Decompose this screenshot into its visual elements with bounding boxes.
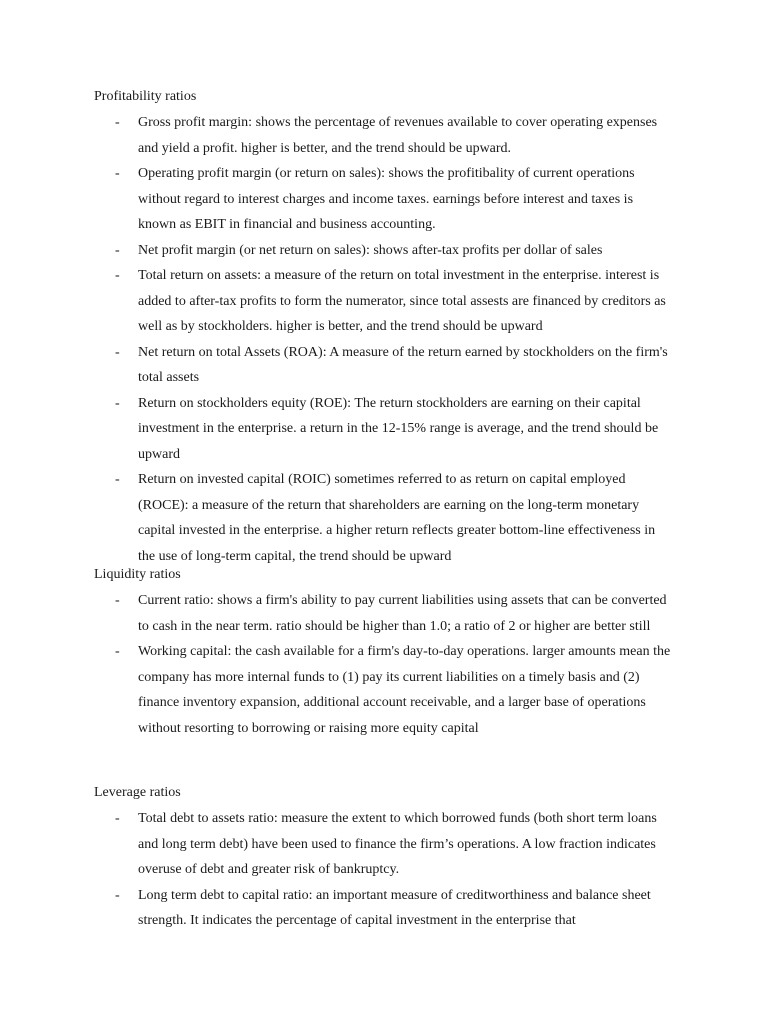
list-item-text: Gross profit margin: shows the percentage of revenues available to cover operating expenses and yield a profit. higher is better, and the trend should be upward. [138, 115, 658, 156]
list-item-text: Return on stockholders equity (ROE): The return stockholders are earning on their capital investment in the enterprise. a return in the 12-15% range is average, and the trend should be upward [138, 395, 659, 462]
bullet-dash: - [115, 344, 120, 360]
bullet-dash: - [115, 268, 120, 283]
section-profitability [94, 86, 674, 569]
list-item [94, 806, 674, 883]
list-item [94, 639, 674, 741]
list-item [94, 391, 674, 468]
list-item [94, 883, 674, 934]
bullet-dash: - [115, 593, 120, 608]
list-item-text: Net profit margin (or net return on sales): shows after-tax profits per dollar of sales [138, 242, 603, 258]
section-title-profitability: Profitability ratios [94, 89, 197, 104]
bullet-dash: - [115, 644, 120, 659]
list-item-text: Long term debt to capital ratio: an important measure of creditworthiness and balance sheet strength. It indicates the percentage of capital investment in the enterprise that [138, 887, 651, 928]
list-item-text: Total debt to assets ratio: measure the extent to which borrowed funds (both short term loans and long term debt) have been used to finance the firm’s operations. A low fraction indicates overuse of debt and greater risk of bankruptcy. [138, 811, 657, 877]
section-title-liquidity: Liquidity ratios [94, 567, 181, 582]
bullet-dash: - [115, 242, 120, 258]
section-title-leverage: Leverage ratios [94, 785, 181, 800]
bullet-dash: - [115, 166, 120, 181]
section-liquidity [94, 564, 674, 741]
bullet-dash: - [115, 887, 120, 903]
list-item [94, 467, 674, 569]
bullet-dash: - [115, 472, 120, 487]
list-item [94, 161, 674, 238]
list-item-text: Net return on total Assets (ROA): A measure of the return earned by stockholders on the firm's total assets [138, 344, 668, 385]
list-item-text: Current ratio: shows a firm's ability to pay current liabilities using assets that can be converted to cash in the near term. ratio should be higher than 1.0; a ratio of 2 or higher are better still [138, 593, 667, 634]
bullet-dash: - [115, 395, 120, 411]
bullet-list-profitability [94, 110, 674, 569]
list-item [94, 588, 674, 639]
list-item-text: Working capital: the cash available for a firm's day-to-day operations. larger amounts mean the company has more internal funds to (1) pay its current liabilities on a timely basis and (2) finance inventory expansion, additional account receivable, and a larger base of operations without resorting to borrowing or raising more equity capital [138, 644, 671, 736]
bullet-list-liquidity [94, 588, 674, 741]
section-leverage [94, 782, 674, 934]
list-item [94, 263, 674, 340]
list-item [94, 238, 674, 264]
list-item [94, 110, 674, 161]
list-item [94, 340, 674, 391]
list-item-text: Total return on assets: a measure of the return on total investment in the enterprise. interest is added to after-tax profits to form the numerator, since total assests are financed by creditors as well as by stockholders. higher is better, and the trend should be upward [138, 268, 666, 334]
list-item-text: Return on invested capital (ROIC) sometimes referred to as return on capital employed (ROCE): a measure of the return that shareholders are earning on the long-term monetary capital invested in the enterprise. a higher return reflects greater bottom-line effectiveness in the use of long-term capital, the trend should be upward [138, 472, 656, 564]
bullet-dash: - [115, 115, 120, 130]
bullet-list-leverage [94, 806, 674, 934]
list-item-text: Operating profit margin (or return on sales): shows the profitibality of current operations without regard to interest charges and income taxes. earnings before interest and taxes is known as EBIT in financial and business accounting. [138, 166, 635, 232]
bullet-dash: - [115, 811, 120, 826]
